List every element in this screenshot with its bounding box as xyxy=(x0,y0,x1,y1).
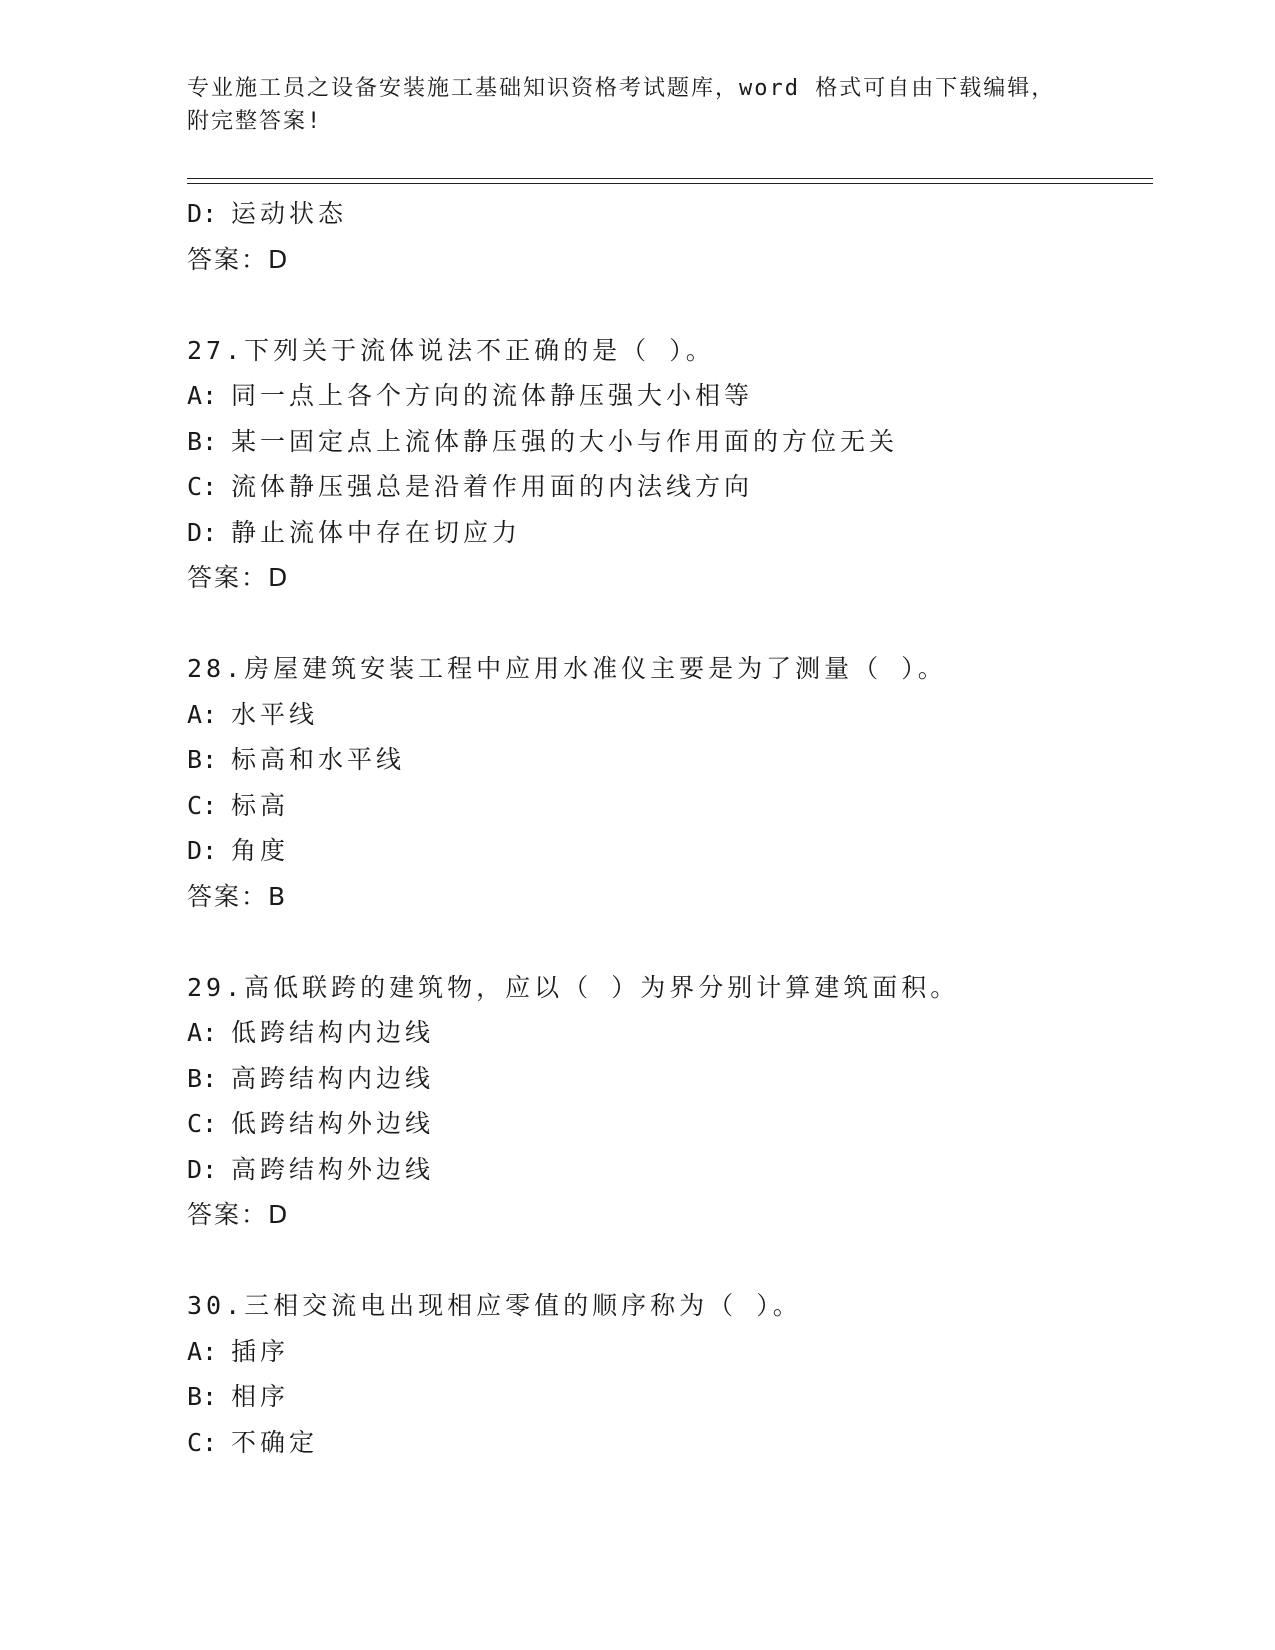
option-letter: D: xyxy=(187,836,218,865)
option-letter: B: xyxy=(187,745,218,774)
option-letter: A: xyxy=(187,1336,218,1366)
option-a xyxy=(187,1010,1153,1056)
option-letter: C: xyxy=(187,790,218,820)
option-a xyxy=(187,373,1153,419)
option-text: 流体静压强总是沿着作用面的内法线方向 xyxy=(231,472,754,501)
option-text: 高跨结构内边线 xyxy=(231,1063,435,1093)
option-letter: D: xyxy=(187,517,218,547)
question-stem: 27.下列关于流体说法不正确的是（ ）。 xyxy=(187,335,715,365)
question-28 xyxy=(187,646,1153,919)
option-d xyxy=(187,191,1153,237)
option-b xyxy=(187,1374,1153,1420)
question-29 xyxy=(187,965,1153,1238)
option-text: 标高 xyxy=(231,790,290,820)
question-stem: 29.高低联跨的建筑物，应以（ ）为界分别计算建筑面积。 xyxy=(187,972,960,1002)
option-text: 标高和水平线 xyxy=(231,745,406,774)
spacer xyxy=(187,282,1153,328)
option-d xyxy=(187,510,1153,556)
answer-line: 答案：D xyxy=(187,244,290,274)
option-text: 同一点上各个方向的流体静压强大小相等 xyxy=(231,381,754,410)
option-text: 低跨结构外边线 xyxy=(231,1109,435,1138)
spacer xyxy=(187,1238,1153,1284)
option-text: 不确定 xyxy=(231,1427,319,1457)
option-letter: B: xyxy=(187,1382,218,1411)
question-list xyxy=(187,191,1153,1465)
option-letter: C: xyxy=(187,1427,218,1457)
option-text: 插序 xyxy=(231,1336,290,1366)
option-text: 运动状态 xyxy=(231,199,348,228)
option-text: 高跨结构外边线 xyxy=(231,1154,435,1184)
option-text: 低跨结构内边线 xyxy=(231,1018,435,1047)
header-divider-top xyxy=(187,178,1153,179)
answer-line: 答案：B xyxy=(187,881,288,911)
option-letter: D: xyxy=(187,199,218,228)
option-d xyxy=(187,1147,1153,1193)
option-letter: C: xyxy=(187,1109,218,1138)
option-text: 角度 xyxy=(231,836,290,865)
spacer xyxy=(187,919,1153,965)
option-letter: A: xyxy=(187,1018,218,1047)
option-b xyxy=(187,1056,1153,1102)
option-text: 静止流体中存在切应力 xyxy=(231,517,522,547)
spacer xyxy=(187,601,1153,647)
option-c xyxy=(187,1420,1153,1466)
question-27 xyxy=(187,328,1153,601)
option-text: 水平线 xyxy=(231,699,319,729)
header-divider-bottom xyxy=(187,183,1153,184)
option-a xyxy=(187,692,1153,738)
option-d xyxy=(187,828,1153,874)
question-stem: 28.房屋建筑安装工程中应用水准仪主要是为了测量（ ）。 xyxy=(187,654,947,683)
option-letter: A: xyxy=(187,381,218,410)
option-letter: A: xyxy=(187,699,218,729)
document-header xyxy=(187,72,1087,138)
question-30 xyxy=(187,1283,1153,1465)
option-c xyxy=(187,1101,1153,1147)
question-stem: 30.三相交流电出现相应零值的顺序称为（ ）。 xyxy=(187,1291,802,1320)
header-line-1: 专业施工员之设备安装施工基础知识资格考试题库，word 格式可自由下载编辑， xyxy=(187,76,1056,101)
option-text: 某一固定点上流体静压强的大小与作用面的方位无关 xyxy=(231,426,899,456)
option-a xyxy=(187,1329,1153,1375)
answer-line: 答案：D xyxy=(187,1200,290,1229)
answer-line: 答案：D xyxy=(187,563,290,592)
option-text: 相序 xyxy=(231,1382,290,1411)
option-letter: C: xyxy=(187,472,218,501)
option-c xyxy=(187,464,1153,510)
option-b xyxy=(187,737,1153,783)
option-c xyxy=(187,783,1153,829)
option-b xyxy=(187,419,1153,465)
option-letter: B: xyxy=(187,426,218,456)
header-line-2: 附完整答案! xyxy=(187,109,323,134)
option-letter: D: xyxy=(187,1154,218,1184)
option-letter: B: xyxy=(187,1063,218,1093)
